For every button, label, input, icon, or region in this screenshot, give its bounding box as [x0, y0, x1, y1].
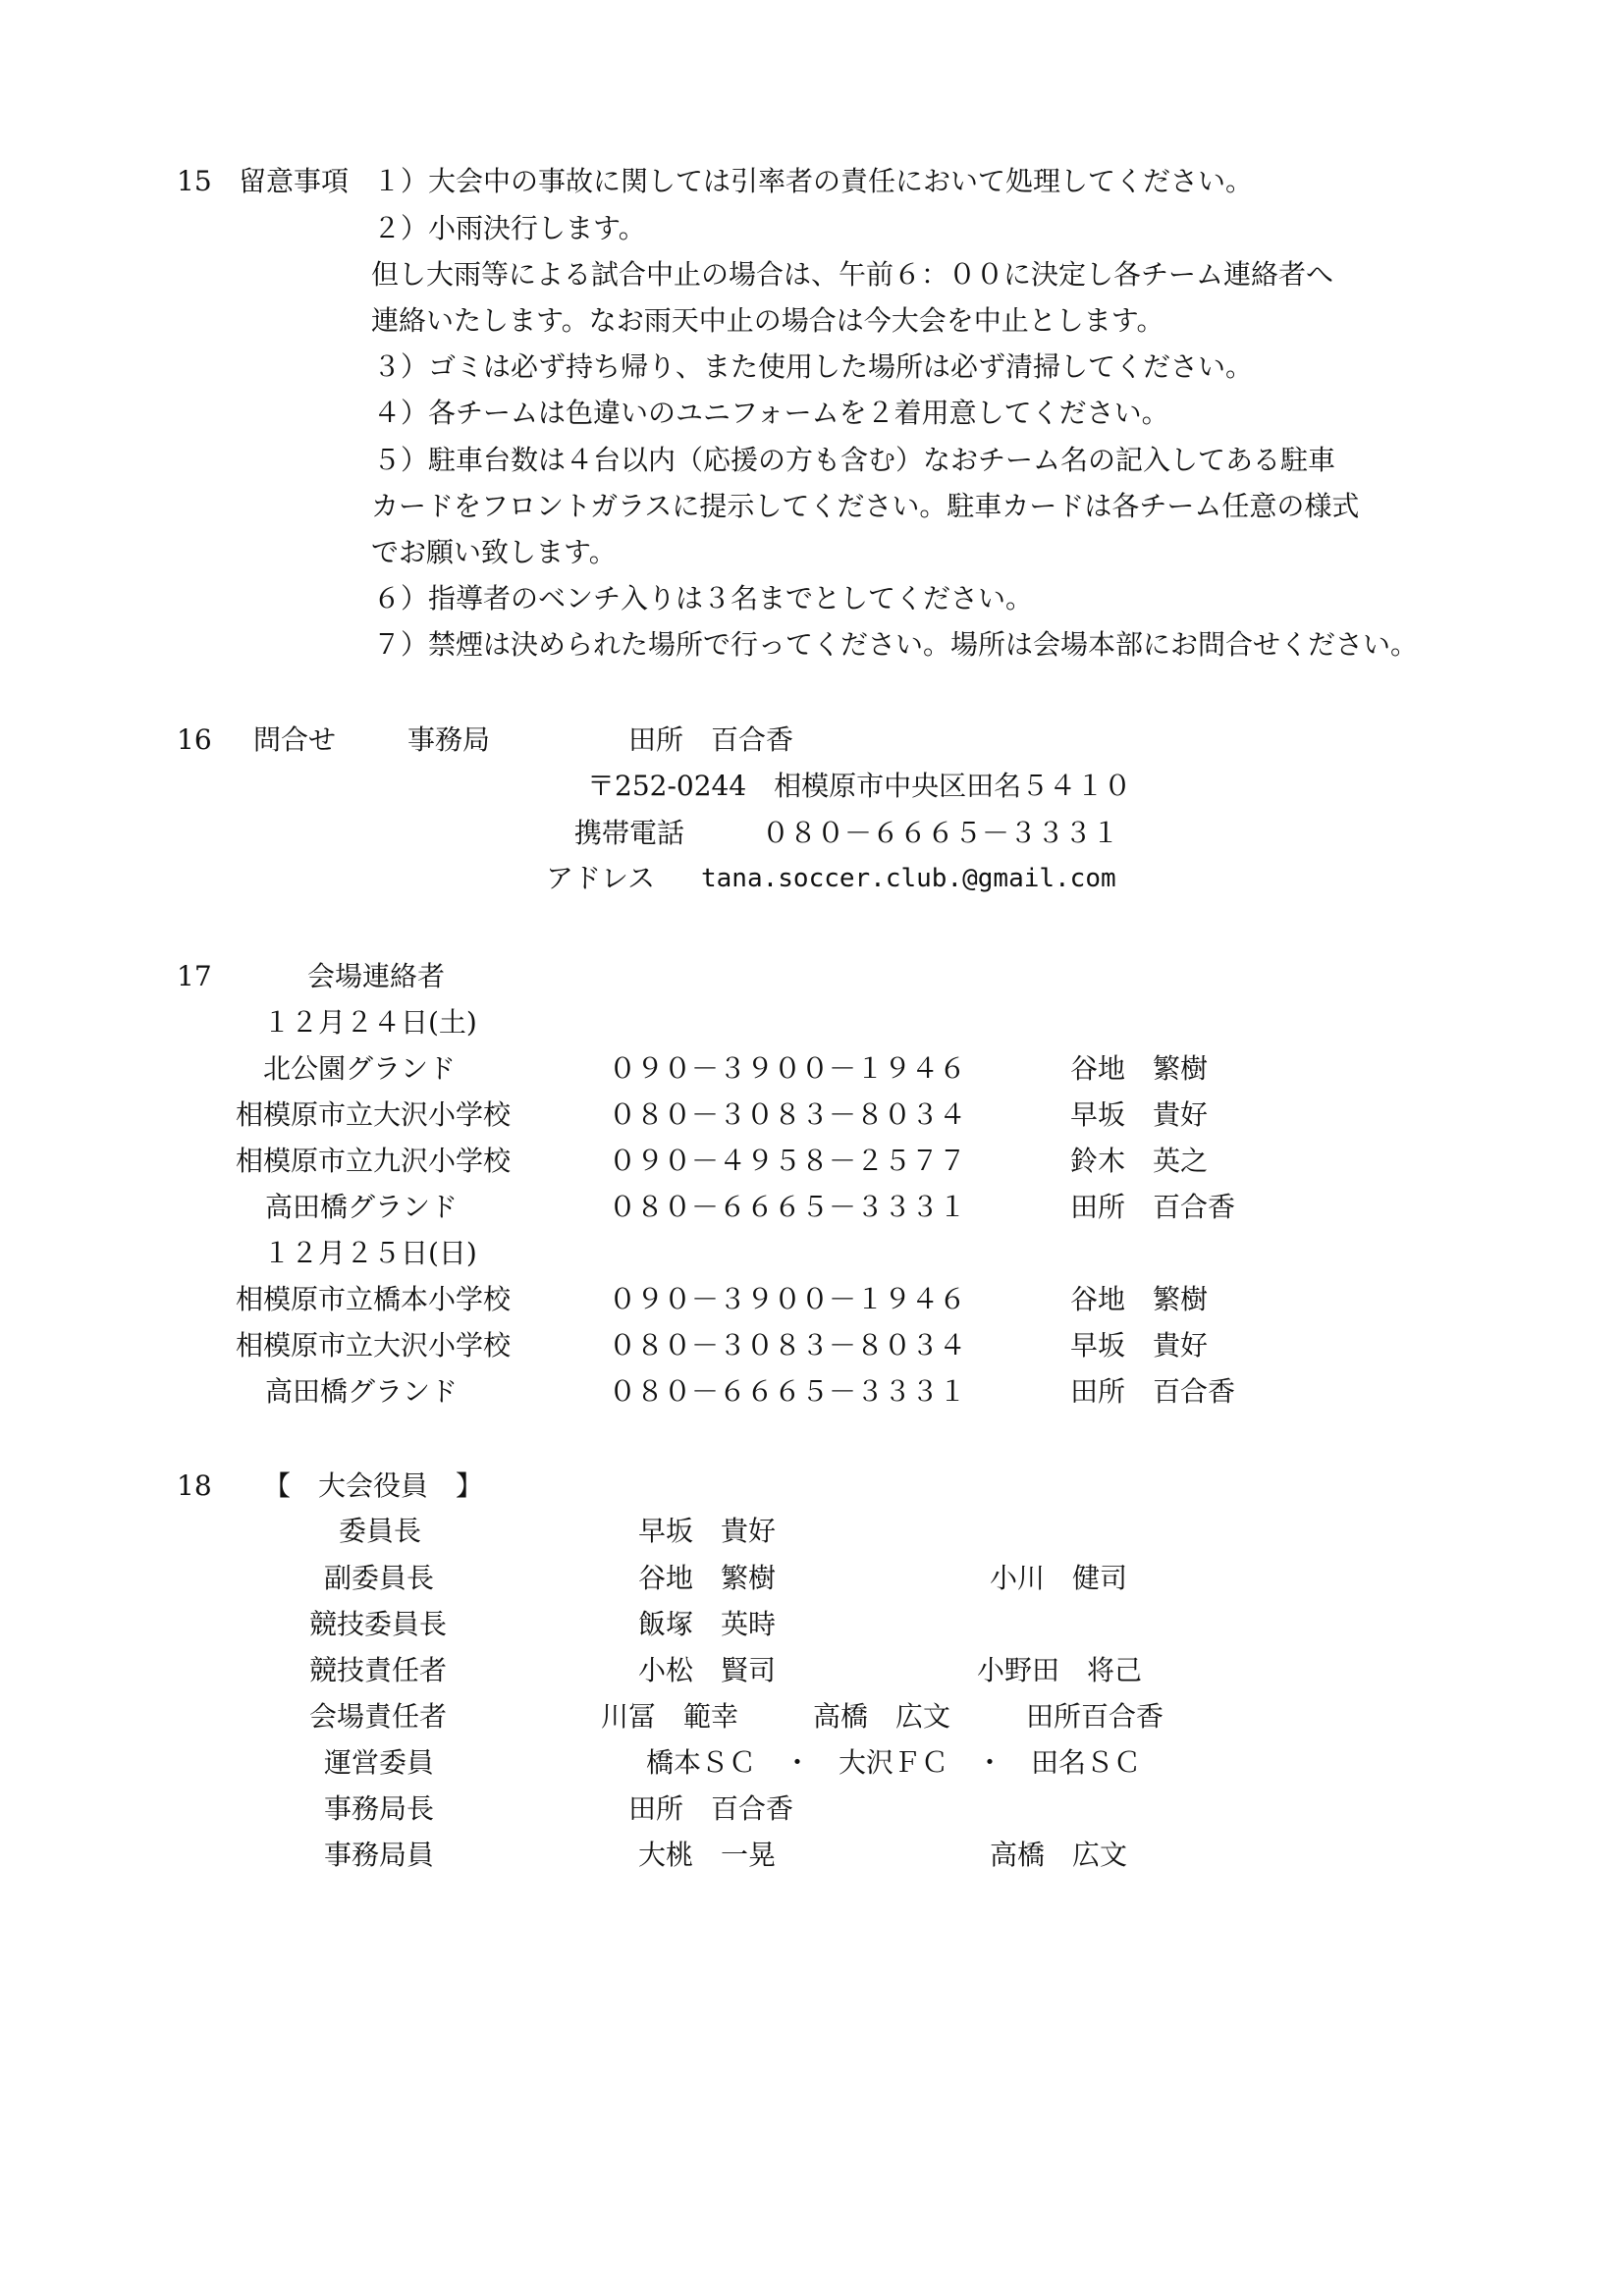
venue-name: 相模原市立大沢小学校 [236, 1098, 512, 1131]
phone-label: 携帯電話 [574, 817, 685, 849]
email-label: アドレス [546, 862, 656, 894]
venue-phone: ０８０－６６６５－３３３１ [609, 1375, 967, 1408]
email-address[interactable]: tana.soccer.club.@gmail.com [701, 864, 1116, 893]
venue-name: 相模原市立橋本小学校 [236, 1283, 512, 1315]
note-line-10: ６）指導者のベンチ入りは３名までとしてください。 [373, 582, 1034, 614]
day1-date: １２月２４日(土) [263, 1006, 477, 1039]
officer-name: 川冨 範幸 [601, 1700, 739, 1733]
section-16-number: 16 [177, 723, 212, 756]
officer-name: 小川 健司 [990, 1562, 1128, 1594]
note-line-2: ２）小雨決行します。 [373, 212, 646, 244]
venue-phone: ０９０－３９００－１９４６ [609, 1052, 967, 1085]
section-15-title: 留意事項 [239, 165, 350, 197]
venue-name: 相模原市立大沢小学校 [236, 1329, 512, 1362]
venue-phone: ０８０－３０８３－８０３４ [609, 1098, 967, 1131]
venue-contact: 田所 百合香 [1070, 1375, 1236, 1408]
office-label: 事務局 [407, 723, 491, 756]
venue-contact: 早坂 貴好 [1070, 1329, 1209, 1362]
section-16-title: 問合せ [253, 723, 337, 756]
note-line-11: ７）禁煙は決められた場所で行ってください。場所は会場本部にお問合せください。 [373, 628, 1419, 661]
officer-role: 運営委員 [324, 1746, 435, 1779]
venue-contact: 田所 百合香 [1070, 1191, 1236, 1223]
officer-role: 委員長 [339, 1515, 422, 1547]
venue-contact: 谷地 繁樹 [1070, 1052, 1209, 1085]
section-17-number: 17 [177, 960, 212, 992]
officer-role: 競技責任者 [309, 1654, 448, 1686]
officer-name: 小野田 将己 [977, 1654, 1143, 1686]
officer-name: 橋本ＳＣ ・ 大沢ＦＣ ・ 田名ＳＣ [646, 1746, 1142, 1779]
office-person: 田所 百合香 [628, 723, 794, 756]
officer-name: 田所 百合香 [628, 1792, 794, 1825]
venue-name: 高田橋グランド [265, 1375, 459, 1408]
officer-role: 副委員長 [324, 1562, 435, 1594]
venue-phone: ０９０－３９００－１９４６ [609, 1283, 967, 1315]
officer-name: 飯塚 英時 [638, 1608, 777, 1640]
note-line-8: カードをフロントガラスに提示してください。駐車カードは各チーム任意の様式 [371, 490, 1360, 522]
venue-phone: ０８０－３０８３－８０３４ [609, 1329, 967, 1362]
officer-name: 早坂 貴好 [638, 1515, 777, 1547]
section-18-number: 18 [177, 1469, 212, 1502]
section-18-title: 【 大会役員 】 [263, 1469, 484, 1502]
officer-name: 高橋 広文 [990, 1839, 1128, 1871]
officer-name: 田所百合香 [1026, 1700, 1164, 1733]
venue-phone: ０９０－４９５８－２５７７ [609, 1145, 967, 1177]
venue-name: 相模原市立九沢小学校 [236, 1145, 512, 1177]
section-15-number: 15 [177, 165, 212, 197]
venue-phone: ０８０－６６６５－３３３１ [609, 1191, 967, 1223]
venue-contact: 谷地 繁樹 [1070, 1283, 1209, 1315]
phone-number: ０８０－６６６５－３３３１ [762, 817, 1120, 849]
note-line-4: 連絡いたします。なお雨天中止の場合は今大会を中止とします。 [371, 304, 1164, 337]
note-line-5: ３）ゴミは必ず持ち帰り、また使用した場所は必ず清掃してください。 [373, 350, 1254, 383]
officer-name: 谷地 繁樹 [638, 1562, 777, 1594]
day2-date: １２月２５日(日) [263, 1237, 477, 1269]
venue-name: 北公園グランド [263, 1052, 457, 1085]
note-line-9: でお願い致します。 [371, 536, 617, 568]
note-line-6: ４）各チームは色違いのユニフォームを２着用意してください。 [373, 397, 1169, 429]
officer-role: 競技委員長 [309, 1608, 448, 1640]
officer-name: 大桃 一晃 [638, 1839, 777, 1871]
officer-name: 小松 賢司 [638, 1654, 777, 1686]
office-address: 〒252-0244 相模原市中央区田名５４１０ [587, 770, 1132, 802]
officer-role: 会場責任者 [309, 1700, 448, 1733]
section-17-title: 会場連絡者 [307, 960, 446, 992]
officer-role: 事務局員 [324, 1839, 435, 1871]
officer-role: 事務局長 [324, 1792, 435, 1825]
note-line-1: １）大会中の事故に関しては引率者の責任において処理してください。 [373, 165, 1254, 197]
venue-contact: 早坂 貴好 [1070, 1098, 1209, 1131]
venue-name: 高田橋グランド [265, 1191, 459, 1223]
officer-name: 高橋 広文 [813, 1700, 951, 1733]
note-line-7: ５）駐車台数は４台以内（応援の方も含む）なおチーム名の記入してある駐車 [373, 444, 1336, 476]
venue-contact: 鈴木 英之 [1070, 1145, 1209, 1177]
note-line-3: 但し大雨等による試合中止の場合は、午前６：００に決定し各チーム連絡者へ [371, 258, 1334, 291]
